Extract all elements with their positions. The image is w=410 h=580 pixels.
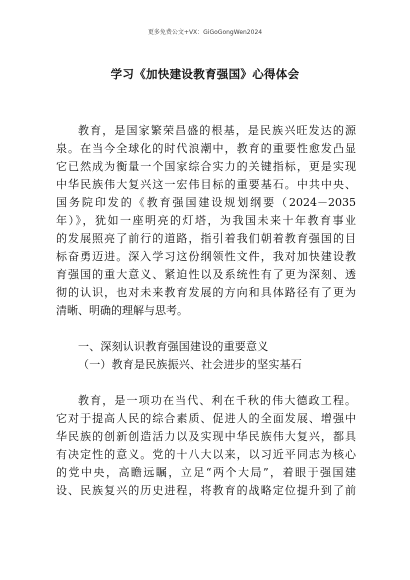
paragraph-1-line: 教育，是国家繁荣昌盛的根基，是民族兴旺发达的源 bbox=[78, 124, 356, 137]
paragraph-1-line: 彻的认识，也对未来教育发展的方向和具体路径有了更为 bbox=[56, 286, 356, 299]
paragraph-2-line: 有决定性的意义。党的十八大以来，以习近平同志为核心 bbox=[56, 448, 356, 461]
paragraph-1-line: 育强国的重大意义、紧迫性以及系统性有了更为深刻、透 bbox=[56, 268, 356, 281]
paragraph-1-line: 泉。在当今全球化的时代浪潮中，教育的重要性愈发凸显 bbox=[56, 142, 356, 155]
section-heading: 一、深刻认识教育强国建设的重要意义 bbox=[78, 340, 269, 353]
paragraph-1-line: 中华民族伟大复兴这一宏伟目标的重要基石。中共中央、 bbox=[56, 178, 356, 191]
paragraph-2-line: 的党中央，高瞻远瞩，立足“两个大局”，着眼于强国建 bbox=[56, 466, 356, 479]
header-note: 更多免费公文+VX：GiGoGongWen2024 bbox=[147, 29, 263, 36]
paragraph-2-line: 华民族的创新创造活力以及实现中华民族伟大复兴，都具 bbox=[56, 430, 356, 443]
paragraph-2-line: 教育，是一项功在当代、利在千秋的伟大德政工程。 bbox=[78, 394, 356, 407]
paragraph-1-line: 国务院印发的《教育强国建设规划纲要（2024－2035 bbox=[56, 196, 356, 209]
paragraph-2-line: 它对于提高人民的综合素质、促进人的全面发展、增强中 bbox=[56, 412, 356, 425]
paragraph-1-line: 标奋勇迈进。深入学习这份纲领性文件，我对加快建设教 bbox=[56, 250, 356, 263]
document-title: 学习《加快建设教育强国》心得体会 bbox=[110, 67, 300, 81]
subsection-heading: （一）教育是民族振兴、社会进步的坚实基石 bbox=[78, 358, 302, 371]
paragraph-1-line: 它已然成为衡量一个国家综合实力的关键指标，更是实现 bbox=[56, 160, 356, 173]
paragraph-1-line: 清晰、明确的理解与思考。 bbox=[56, 304, 188, 317]
paragraph-1-line: 年）》，犹如一座明亮的灯塔，为我国未来十年教育事业 bbox=[56, 214, 356, 227]
paragraph-1-line: 的发展照亮了前行的道路，指引着我们朝着教育强国的目 bbox=[56, 232, 356, 245]
paragraph-2-line: 设、民族复兴的历史进程，将教育的战略定位提升到了前 bbox=[56, 484, 356, 497]
